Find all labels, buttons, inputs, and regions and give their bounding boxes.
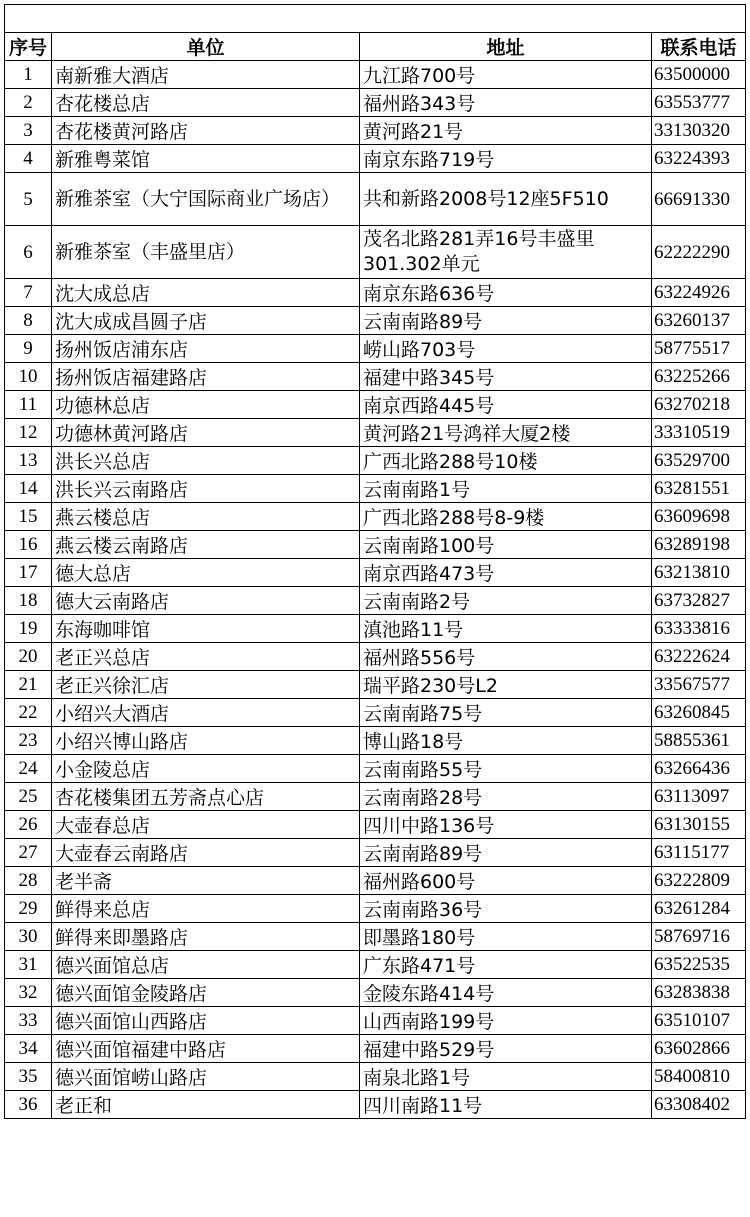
address-cell: 广西北路288号10楼 xyxy=(360,447,652,475)
unit-name-cell: 大壶春总店 xyxy=(52,811,360,839)
unit-name-cell: 老正兴徐汇店 xyxy=(52,671,360,699)
unit-name-cell: 老正和 xyxy=(52,1091,360,1119)
address-cell: 广西北路288号8-9楼 xyxy=(360,503,652,531)
address-cell: 南京西路473号 xyxy=(360,559,652,587)
address-cell: 云南南路75号 xyxy=(360,699,652,727)
phone-cell: 63281551 xyxy=(652,475,746,503)
blank-title-row xyxy=(5,5,746,33)
address-cell: 黄河路21号 xyxy=(360,117,652,145)
phone-cell: 63115177 xyxy=(652,839,746,867)
row-number-cell: 18 xyxy=(5,587,52,615)
address-cell: 茂名北路281弄16号丰盛里301.302单元 xyxy=(360,226,652,279)
restaurant-table xyxy=(4,4,746,1119)
unit-name-cell: 小绍兴大酒店 xyxy=(52,699,360,727)
unit-name-cell: 德兴面馆山西路店 xyxy=(52,1007,360,1035)
phone-cell: 63261284 xyxy=(652,895,746,923)
address-cell: 云南南路89号 xyxy=(360,839,652,867)
address-cell: 云南南路89号 xyxy=(360,307,652,335)
address-cell: 四川中路136号 xyxy=(360,811,652,839)
row-number-cell: 5 xyxy=(5,173,52,226)
row-number-cell: 17 xyxy=(5,559,52,587)
unit-name-cell: 扬州饭店浦东店 xyxy=(52,335,360,363)
address-cell: 共和新路2008号12座5F510 xyxy=(360,173,652,226)
row-number-cell: 2 xyxy=(5,89,52,117)
table-row xyxy=(5,363,746,391)
row-number-cell: 19 xyxy=(5,615,52,643)
phone-cell: 33310519 xyxy=(652,419,746,447)
row-number-cell: 22 xyxy=(5,699,52,727)
phone-cell: 33130320 xyxy=(652,117,746,145)
unit-name-cell: 鲜得来总店 xyxy=(52,895,360,923)
row-number-cell: 13 xyxy=(5,447,52,475)
table-row xyxy=(5,1063,746,1091)
phone-cell: 63224393 xyxy=(652,145,746,173)
phone-cell: 33567577 xyxy=(652,671,746,699)
header-no: 序号 xyxy=(5,33,52,61)
table-row xyxy=(5,226,746,279)
address-cell: 南京东路719号 xyxy=(360,145,652,173)
table-row xyxy=(5,643,746,671)
row-number-cell: 32 xyxy=(5,979,52,1007)
table-row xyxy=(5,783,746,811)
unit-name-cell: 沈大成成昌圆子店 xyxy=(52,307,360,335)
phone-cell: 58775517 xyxy=(652,335,746,363)
header-row xyxy=(5,33,746,61)
phone-cell: 63333816 xyxy=(652,615,746,643)
unit-name-cell: 燕云楼总店 xyxy=(52,503,360,531)
unit-name-cell: 沈大成总店 xyxy=(52,279,360,307)
unit-name-cell: 杏花楼总店 xyxy=(52,89,360,117)
row-number-cell: 28 xyxy=(5,867,52,895)
address-cell: 崂山路703号 xyxy=(360,335,652,363)
phone-cell: 63113097 xyxy=(652,783,746,811)
row-number-cell: 31 xyxy=(5,951,52,979)
row-number-cell: 24 xyxy=(5,755,52,783)
address-cell: 山西南路199号 xyxy=(360,1007,652,1035)
unit-name-cell: 德兴面馆崂山路店 xyxy=(52,1063,360,1091)
blank-title-cell xyxy=(5,5,746,33)
unit-name-cell: 燕云楼云南路店 xyxy=(52,531,360,559)
unit-name-cell: 德大总店 xyxy=(52,559,360,587)
row-number-cell: 14 xyxy=(5,475,52,503)
table-row xyxy=(5,699,746,727)
row-number-cell: 20 xyxy=(5,643,52,671)
unit-name-cell: 老半斋 xyxy=(52,867,360,895)
table-row xyxy=(5,671,746,699)
table-row xyxy=(5,173,746,226)
table-row xyxy=(5,839,746,867)
table-row xyxy=(5,61,746,89)
row-number-cell: 1 xyxy=(5,61,52,89)
row-number-cell: 30 xyxy=(5,923,52,951)
phone-cell: 63283838 xyxy=(652,979,746,1007)
table-row xyxy=(5,117,746,145)
table-row xyxy=(5,475,746,503)
table-row xyxy=(5,503,746,531)
address-cell: 即墨路180号 xyxy=(360,923,652,951)
row-number-cell: 11 xyxy=(5,391,52,419)
unit-name-cell: 老正兴总店 xyxy=(52,643,360,671)
row-number-cell: 8 xyxy=(5,307,52,335)
table-row xyxy=(5,419,746,447)
phone-cell: 66691330 xyxy=(652,173,746,226)
table-row xyxy=(5,89,746,117)
unit-name-cell: 扬州饭店福建路店 xyxy=(52,363,360,391)
phone-cell: 63289198 xyxy=(652,531,746,559)
phone-cell: 58769716 xyxy=(652,923,746,951)
phone-cell: 63609698 xyxy=(652,503,746,531)
unit-name-cell: 小金陵总店 xyxy=(52,755,360,783)
table-row xyxy=(5,727,746,755)
address-cell: 南泉北路1号 xyxy=(360,1063,652,1091)
unit-name-cell: 德兴面馆金陵路店 xyxy=(52,979,360,1007)
table-row xyxy=(5,895,746,923)
phone-cell: 63270218 xyxy=(652,391,746,419)
table-row xyxy=(5,923,746,951)
phone-cell: 63222809 xyxy=(652,867,746,895)
row-number-cell: 15 xyxy=(5,503,52,531)
unit-name-cell: 小绍兴博山路店 xyxy=(52,727,360,755)
row-number-cell: 12 xyxy=(5,419,52,447)
phone-cell: 63130155 xyxy=(652,811,746,839)
row-number-cell: 10 xyxy=(5,363,52,391)
address-cell: 九江路700号 xyxy=(360,61,652,89)
phone-cell: 63266436 xyxy=(652,755,746,783)
table-row xyxy=(5,279,746,307)
address-cell: 云南南路1号 xyxy=(360,475,652,503)
phone-cell: 63732827 xyxy=(652,587,746,615)
row-number-cell: 36 xyxy=(5,1091,52,1119)
address-cell: 云南南路28号 xyxy=(360,783,652,811)
phone-cell: 63225266 xyxy=(652,363,746,391)
phone-cell: 63500000 xyxy=(652,61,746,89)
address-cell: 云南南路2号 xyxy=(360,587,652,615)
address-cell: 黄河路21号鸿祥大厦2楼 xyxy=(360,419,652,447)
unit-name-cell: 德大云南路店 xyxy=(52,587,360,615)
header-unit: 单位 xyxy=(52,33,360,61)
table-row xyxy=(5,1091,746,1119)
unit-name-cell: 德兴面馆福建中路店 xyxy=(52,1035,360,1063)
phone-cell: 62222290 xyxy=(652,226,746,279)
unit-name-cell: 德兴面馆总店 xyxy=(52,951,360,979)
address-cell: 金陵东路414号 xyxy=(360,979,652,1007)
address-cell: 南京东路636号 xyxy=(360,279,652,307)
address-cell: 云南南路55号 xyxy=(360,755,652,783)
unit-name-cell: 大壶春云南路店 xyxy=(52,839,360,867)
table-row xyxy=(5,145,746,173)
table-row xyxy=(5,335,746,363)
header-address: 地址 xyxy=(360,33,652,61)
address-cell: 滇池路11号 xyxy=(360,615,652,643)
address-cell: 云南南路100号 xyxy=(360,531,652,559)
row-number-cell: 34 xyxy=(5,1035,52,1063)
table-row xyxy=(5,867,746,895)
phone-cell: 63602866 xyxy=(652,1035,746,1063)
table-row xyxy=(5,559,746,587)
restaurant-table-sheet xyxy=(4,4,745,1119)
phone-cell: 58400810 xyxy=(652,1063,746,1091)
phone-cell: 63224926 xyxy=(652,279,746,307)
header-phone: 联系电话 xyxy=(652,33,746,61)
row-number-cell: 6 xyxy=(5,226,52,279)
unit-name-cell: 新雅茶室（大宁国际商业广场店） xyxy=(52,173,360,226)
row-number-cell: 9 xyxy=(5,335,52,363)
row-number-cell: 3 xyxy=(5,117,52,145)
address-cell: 福州路600号 xyxy=(360,867,652,895)
unit-name-cell: 功德林黄河路店 xyxy=(52,419,360,447)
address-cell: 福州路556号 xyxy=(360,643,652,671)
phone-cell: 63213810 xyxy=(652,559,746,587)
unit-name-cell: 杏花楼集团五芳斋点心店 xyxy=(52,783,360,811)
phone-cell: 63553777 xyxy=(652,89,746,117)
table-row xyxy=(5,1007,746,1035)
row-number-cell: 16 xyxy=(5,531,52,559)
address-cell: 福建中路529号 xyxy=(360,1035,652,1063)
unit-name-cell: 洪长兴总店 xyxy=(52,447,360,475)
row-number-cell: 27 xyxy=(5,839,52,867)
table-row xyxy=(5,615,746,643)
unit-name-cell: 新雅茶室（丰盛里店） xyxy=(52,226,360,279)
address-cell: 博山路18号 xyxy=(360,727,652,755)
table-row xyxy=(5,979,746,1007)
address-cell: 南京西路445号 xyxy=(360,391,652,419)
address-cell: 广东路471号 xyxy=(360,951,652,979)
phone-cell: 63529700 xyxy=(652,447,746,475)
table-row xyxy=(5,391,746,419)
table-row xyxy=(5,447,746,475)
row-number-cell: 33 xyxy=(5,1007,52,1035)
table-row xyxy=(5,587,746,615)
address-cell: 福州路343号 xyxy=(360,89,652,117)
row-number-cell: 21 xyxy=(5,671,52,699)
phone-cell: 63510107 xyxy=(652,1007,746,1035)
table-row xyxy=(5,531,746,559)
unit-name-cell: 洪长兴云南路店 xyxy=(52,475,360,503)
table-row xyxy=(5,951,746,979)
table-row xyxy=(5,755,746,783)
row-number-cell: 26 xyxy=(5,811,52,839)
unit-name-cell: 新雅粤菜馆 xyxy=(52,145,360,173)
row-number-cell: 29 xyxy=(5,895,52,923)
address-cell: 云南南路36号 xyxy=(360,895,652,923)
unit-name-cell: 杏花楼黄河路店 xyxy=(52,117,360,145)
unit-name-cell: 功德林总店 xyxy=(52,391,360,419)
phone-cell: 63222624 xyxy=(652,643,746,671)
unit-name-cell: 鲜得来即墨路店 xyxy=(52,923,360,951)
phone-cell: 63308402 xyxy=(652,1091,746,1119)
address-cell: 瑞平路230号L2 xyxy=(360,671,652,699)
phone-cell: 63260845 xyxy=(652,699,746,727)
phone-cell: 63260137 xyxy=(652,307,746,335)
table-row xyxy=(5,811,746,839)
table-row xyxy=(5,307,746,335)
phone-cell: 63522535 xyxy=(652,951,746,979)
phone-cell: 58855361 xyxy=(652,727,746,755)
row-number-cell: 7 xyxy=(5,279,52,307)
row-number-cell: 4 xyxy=(5,145,52,173)
row-number-cell: 23 xyxy=(5,727,52,755)
unit-name-cell: 东海咖啡馆 xyxy=(52,615,360,643)
address-cell: 福建中路345号 xyxy=(360,363,652,391)
row-number-cell: 25 xyxy=(5,783,52,811)
table-row xyxy=(5,1035,746,1063)
row-number-cell: 35 xyxy=(5,1063,52,1091)
address-cell: 四川南路11号 xyxy=(360,1091,652,1119)
unit-name-cell: 南新雅大酒店 xyxy=(52,61,360,89)
